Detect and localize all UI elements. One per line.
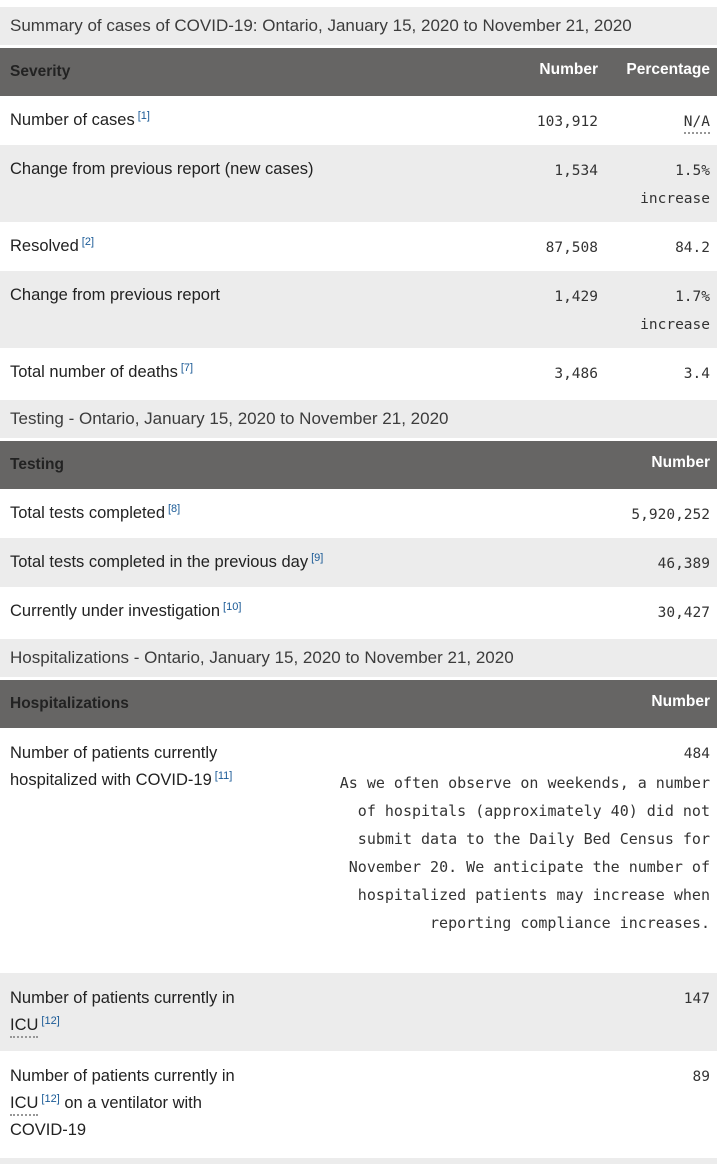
row-label-text: Total tests completed in the previous day (10, 553, 309, 571)
severity-header-percentage: Percentage (626, 61, 710, 78)
summary-section-title: Summary of cases of COVID-19: Ontario, January 15, 2020 to November 21, 2020 (0, 7, 717, 45)
row-number-value: 5,920,252 (631, 507, 710, 523)
row-number-value: 1,534 (554, 163, 598, 179)
table-row-number-of-cases (0, 96, 717, 145)
row-number-value: 30,427 (657, 605, 710, 621)
row-label (10, 108, 448, 133)
row-label-text: Resolved (10, 237, 79, 255)
footnote-8-link[interactable]: [8] (168, 502, 181, 515)
footnote-superscript (41, 1093, 59, 1105)
footnote-2-link[interactable]: [2] (81, 235, 95, 248)
table-row-change-new-cases (0, 145, 717, 222)
severity-header-number: Number (539, 61, 598, 78)
footnote-10-link[interactable]: [10] (223, 600, 242, 613)
row-label: Change from previous report (new cases) (10, 160, 314, 178)
hospitalizations-header-label: Hospitalizations (10, 695, 129, 712)
hospitalizations-header-number: Number (651, 693, 710, 710)
row-number-value: 484 (683, 746, 710, 762)
percentage-value: 1.5% (675, 163, 710, 179)
footnote-superscript (41, 1015, 59, 1027)
row-label (10, 985, 250, 1039)
footnote-superscript (168, 503, 180, 515)
footnote-superscript (82, 236, 94, 248)
na-abbreviation: N/A (684, 114, 710, 134)
row-value-cell (250, 740, 710, 937)
footnote-12-link[interactable]: [12] (41, 1092, 60, 1105)
row-label (10, 740, 250, 937)
footnote-superscript (215, 770, 233, 782)
severity-header-label: Severity (10, 63, 71, 80)
table-row-hospitalized (0, 728, 717, 973)
footnote-superscript (181, 362, 193, 374)
row-label: Change from previous report (10, 286, 221, 304)
row-label (10, 234, 448, 259)
row-number-value: 46,389 (657, 556, 710, 572)
percentage-trend-label: increase (640, 317, 710, 333)
row-number-value: 89 (692, 1069, 710, 1085)
row-number-value: 1,429 (554, 289, 598, 305)
row-label-text: Total tests completed (10, 504, 165, 522)
footnote-9-link[interactable]: [9] (311, 551, 324, 564)
table-row-under-investigation (0, 587, 717, 636)
severity-table-header (0, 48, 717, 96)
table-row-total-tests (0, 489, 717, 538)
row-number-value: 103,912 (536, 114, 598, 130)
footnote-1-link[interactable]: [1] (137, 109, 150, 122)
icu-abbreviation: ICU (10, 1094, 38, 1116)
row-number-value: 87,508 (545, 240, 598, 256)
testing-section-title: Testing - Ontario, January 15, 2020 to November 21, 2020 (0, 400, 717, 438)
row-label-text: Number of patients currently in (10, 1067, 235, 1085)
table-row-total-deaths (0, 348, 717, 397)
row-label (10, 360, 448, 385)
row-percentage-value (598, 157, 710, 210)
footnote-7-link[interactable]: [7] (180, 361, 194, 374)
row-label-text: Number of patients currently in (10, 989, 235, 1007)
row-percentage-value: 3.4 (683, 366, 710, 382)
next-section-strip (0, 1158, 717, 1164)
row-number-value: 147 (683, 991, 710, 1007)
percentage-value: 1.7% (675, 289, 710, 305)
row-label-text: Number of cases (10, 111, 135, 129)
hospitalization-data-note: As we often observe on weekends, a number of hospitals (approximately 40) did not submit data to the Daily Bed Census for November 20. We anticipate the number of hospitalized patients may increase when reporting compliance increases. (339, 774, 710, 932)
footnote-superscript (138, 110, 150, 122)
footnote-superscript (223, 601, 241, 613)
row-label-text: Total number of deaths (10, 363, 178, 381)
table-row-tests-previous-day (0, 538, 717, 587)
table-row-icu (0, 973, 717, 1051)
testing-header-label: Testing (10, 456, 64, 473)
footnote-superscript (311, 552, 323, 564)
hospitalizations-table-header (0, 680, 717, 728)
row-label-text: Number of patients currently hospitalized with COVID-19 (10, 744, 218, 789)
table-row-change-previous-report (0, 271, 717, 348)
row-percentage-value: 84.2 (675, 240, 710, 256)
row-label-text-suffix: on a ventilator with COVID-19 (10, 1094, 202, 1139)
percentage-trend-label: increase (640, 191, 710, 207)
icu-abbreviation: ICU (10, 1016, 38, 1038)
row-label (10, 501, 360, 526)
row-percentage-value (598, 283, 710, 336)
row-label-text: Currently under investigation (10, 602, 221, 620)
row-label (10, 550, 360, 575)
row-percentage-value (598, 108, 710, 133)
testing-header-number: Number (651, 454, 710, 471)
table-row-icu-ventilator (0, 1051, 717, 1156)
hospitalizations-section-title: Hospitalizations - Ontario, January 15, 2020 to November 21, 2020 (0, 639, 717, 677)
row-number-value: 3,486 (554, 366, 598, 382)
testing-table-header (0, 441, 717, 489)
footnote-12-link[interactable]: [12] (41, 1014, 60, 1027)
row-label (10, 599, 360, 624)
footnote-11-link[interactable]: [11] (214, 769, 233, 782)
table-row-resolved (0, 222, 717, 271)
